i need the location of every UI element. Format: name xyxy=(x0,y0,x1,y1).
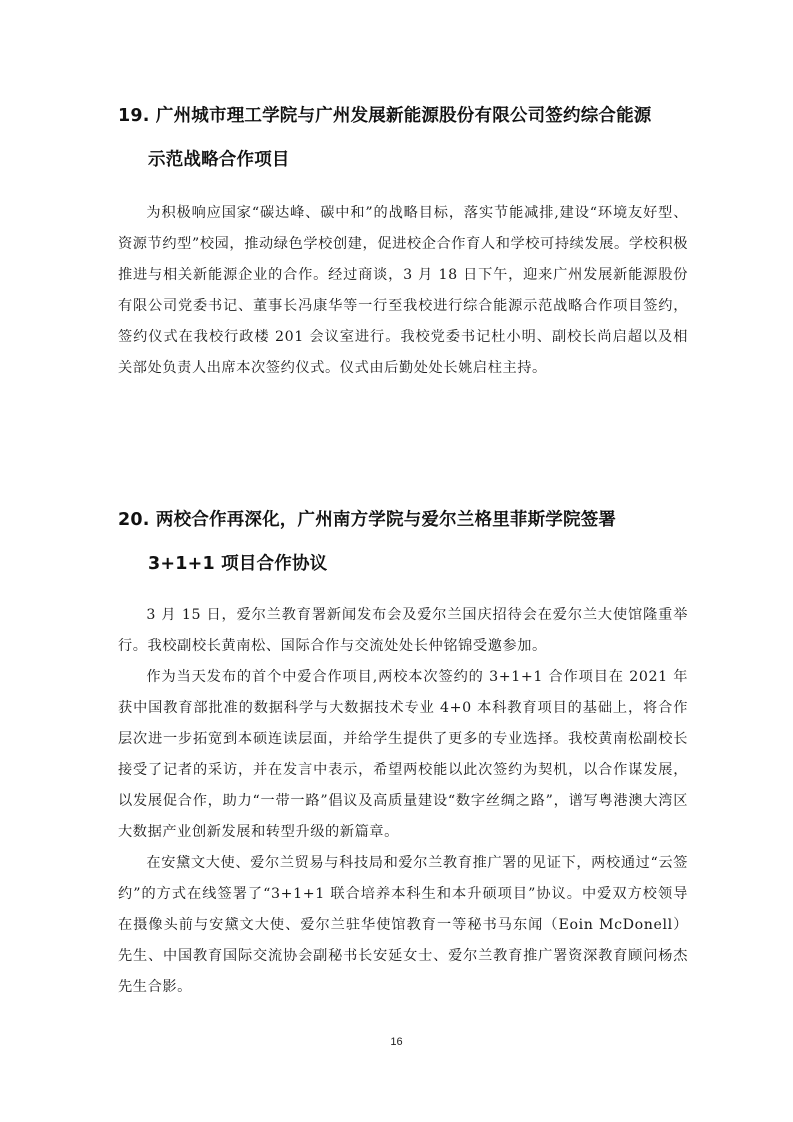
section-19-heading xyxy=(118,94,688,182)
section-20-paragraph-2: 作为当天发布的首个中爱合作项目,两校本次签约的 3+1+1 合作项目在 2021 年获中国教育部批准的数据科学与大数据技术专业 4+0 本科教育项目的基础上，将合作层次进一步拓宽到本硕连读层面，并给学生提供了更多的专业选择。我校黄南松副校长接受了记者的采访，并在发言中表示，希望两校能以此次签约为契机，以合作谋发展，以发展促合作，助力“一带一路”倡议及高质量建设“数字丝绸之路”，谱写粤港澳大湾区大数据产业创新发展和转型升级的新篇章。 xyxy=(118,669,688,840)
section-20-paragraph-3: 在安黛文大使、爱尔兰贸易与科技局和爱尔兰教育推广署的见证下，两校通过“云签约”的方式在线签署了“3+1+1 联合培养本科生和本升硕项目”协议。中爱双方校领导在摄像头前与安黛文大使、爱尔兰驻华使馆教育一等秘书马东闻（Eoin McDonell）先生、中国教育国际交流协会副秘书长安延女士、爱尔兰教育推广署资深教育顾问杨杰先生合影。 xyxy=(118,855,688,995)
section-20-heading-line1: 20. 两校合作再深化，广州南方学院与爱尔兰格里菲斯学院签署 xyxy=(118,510,617,530)
section-20-heading-line2: 3+1+1 项目合作协议 xyxy=(148,554,328,574)
section-20-paragraph-1: 3 月 15 日，爱尔兰教育署新闻发布会及爱尔兰国庆招待会在爱尔兰大使馆隆重举行。我校副校长黄南松、国际合作与交流处处长仲铭锦受邀参加。 xyxy=(118,607,688,654)
section-19-paragraph: 为积极响应国家“碳达峰、碳中和”的战略目标，落实节能减排,建设“环境友好型、资源节约型”校园，推动绿色学校创建，促进校企合作育人和学校可持续发展。学校积极推进与相关新能源企业的合作。经过商谈，3 月 18 日下午，迎来广州发展新能源股份有限公司党委书记、董事长冯康华等一行至我校进行综合能源示范战略合作项目签约，签约仪式在我校行政楼 201 会议室进行。我校党委书记杜小明、副校长尚启超以及相关部处负责人出席本次签约仪式。仪式由后勤处处长姚启柱主持。 xyxy=(118,205,688,376)
section-19-heading-line2: 示范战略合作项目 xyxy=(148,150,290,170)
section-19-heading-line1: 19. 广州城市理工学院与广州发展新能源股份有限公司签约综合能源 xyxy=(118,106,652,126)
page-number: 16 xyxy=(390,1036,403,1048)
section-20-heading xyxy=(118,498,688,586)
